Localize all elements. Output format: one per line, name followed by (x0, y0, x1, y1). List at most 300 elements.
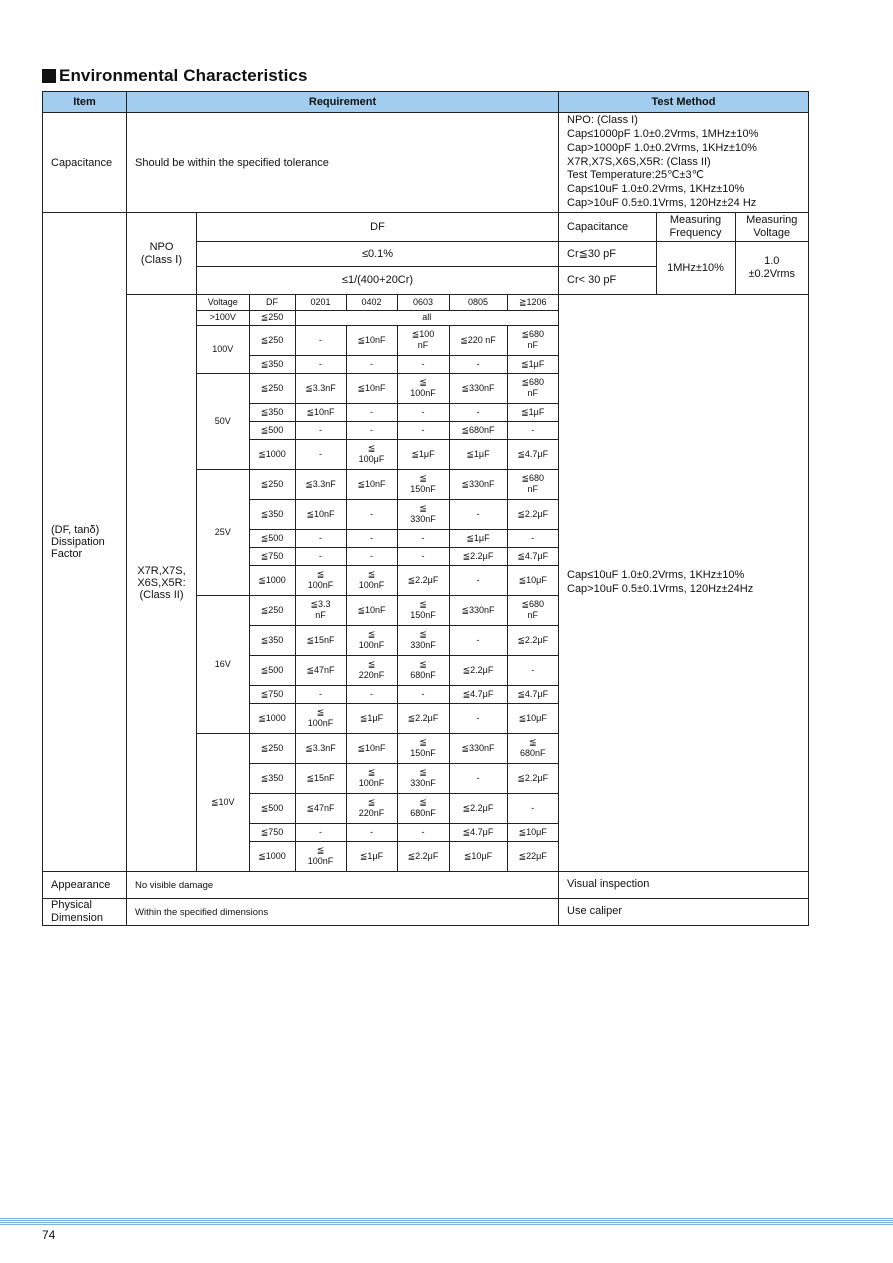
cell-line: ≦3.3nF (305, 382, 336, 393)
cell-line: ≦10μF (518, 826, 547, 837)
cell-line: 100μF (358, 454, 385, 464)
df-item (43, 213, 127, 872)
npo-class-line: NPO (149, 241, 174, 253)
physical-item (43, 899, 127, 926)
df-cell: ≦250 (249, 325, 295, 355)
cell-line: ≦330nF (461, 742, 495, 753)
df-item-line: Factor (51, 548, 83, 560)
df-cell: ≦250 (249, 310, 295, 325)
cap-test-line: Cap>1000pF 1.0±0.2Vrms, 1KHz±10% (567, 141, 757, 154)
class2-df-table (197, 295, 558, 871)
cell-line: - (476, 712, 480, 723)
df-cell: ≦750 (249, 547, 295, 565)
size-value-cell (397, 325, 449, 355)
cell-line: 220nF (358, 670, 385, 680)
size-value-cell (507, 625, 558, 655)
size-value-cell (449, 547, 507, 565)
cell-line: ≦10μF (518, 574, 547, 585)
cell-line: - (531, 802, 535, 813)
cell-line: - (421, 550, 425, 561)
cell-line: 680nF (410, 670, 436, 680)
cell-line: ≦47nF (306, 802, 335, 813)
df-cell: ≦1000 (249, 703, 295, 733)
size-value-cell (449, 439, 507, 469)
physical-item-line: Physical (51, 899, 92, 911)
cell-line: ≦680nF (461, 424, 495, 435)
cap-test-line: Cap≤1000pF 1.0±0.2Vrms, 1MHz±10% (567, 128, 759, 140)
size-value-cell (449, 421, 507, 439)
size-value-cell (449, 373, 507, 403)
cell-line: ≦10nF (357, 478, 386, 489)
cell-line: - (319, 550, 322, 561)
size-value-cell (449, 793, 507, 823)
page-number: 74 (42, 1228, 56, 1242)
size-value-cell (346, 547, 397, 565)
size-value-cell (346, 499, 397, 529)
df-cell: ≦1000 (249, 841, 295, 871)
npo-test-cap-row2: Cr< 30 pF (559, 266, 656, 294)
cap-test-line: Test Temperature:25℃±3℃ (567, 169, 704, 182)
size-value-cell (295, 373, 346, 403)
cell-line: ≦ (419, 737, 427, 747)
cell-line: ≦2.2μF (462, 802, 494, 813)
class2-column-header: 0805 (449, 295, 507, 310)
size-value-cell (507, 529, 558, 547)
size-value-cell (507, 403, 558, 421)
size-value-cell (346, 763, 397, 793)
size-value-cell (346, 373, 397, 403)
cell-line: nF (315, 610, 326, 620)
size-value-cell (507, 703, 558, 733)
npo-test-freq: 1MHz±10% (656, 241, 735, 294)
size-value-cell (507, 763, 558, 793)
size-value-cell (397, 823, 449, 841)
cell-line: - (370, 532, 373, 543)
cap-test-line: NPO: (Class I) (567, 114, 638, 127)
cell-line: 100nF (358, 778, 385, 788)
df-item-line: (DF, tanδ) (51, 524, 100, 536)
cell-line: - (476, 508, 480, 519)
appearance-requirement: No visible damage (127, 872, 559, 899)
cell-line: ≦10nF (357, 334, 386, 345)
size-value-cell (449, 823, 507, 841)
cell-line: ≦10nF (357, 382, 386, 393)
section-title-text: Environmental Characteristics (59, 66, 308, 85)
header-test-method: Test Method (559, 92, 809, 113)
size-value-cell (507, 733, 558, 763)
class2-line: X7R,X7S, (137, 565, 186, 577)
appearance-item: Appearance (43, 872, 127, 899)
df-cell: ≦250 (249, 469, 295, 499)
cell-line: - (370, 424, 373, 435)
npo-df-cell (197, 213, 559, 295)
cell-line: ≦4.7μF (462, 688, 494, 699)
cell-line: ≦ (419, 659, 427, 669)
npo-test-freq-header (656, 213, 735, 241)
cell-line: - (421, 688, 425, 699)
cell-line: ≦2.2μF (407, 850, 439, 861)
df-cell: ≦350 (249, 355, 295, 373)
voltage-group-cell: 100V (197, 325, 249, 373)
df-cell: ≦350 (249, 499, 295, 529)
size-value-cell (346, 421, 397, 439)
size-value-cell (507, 823, 558, 841)
cell-line: ≦47nF (306, 664, 335, 675)
cell-line: ≦ (419, 629, 427, 639)
size-value-cell (507, 421, 558, 439)
npo-class-line: (Class Ⅰ) (140, 254, 183, 266)
size-value-cell (397, 703, 449, 733)
cell-line: nF (527, 340, 538, 350)
class2-line: (Class II) (139, 589, 184, 601)
cell-line: - (476, 406, 480, 417)
size-value-cell (397, 529, 449, 547)
cell-line: ≦680 (521, 599, 545, 609)
volt-line: 1.0 (764, 254, 780, 267)
cell-line: ≦4.7μF (517, 688, 549, 699)
cell-line: ≦100 (411, 329, 435, 339)
size-value-cell (295, 421, 346, 439)
cell-line: ≦1μF (466, 448, 490, 459)
size-value-cell (295, 685, 346, 703)
size-value-cell (295, 625, 346, 655)
npo-test-cap-row1: Cr≦30 pF (559, 241, 656, 266)
cell-line: - (319, 688, 322, 699)
df-cell: ≦250 (249, 733, 295, 763)
size-value-cell (346, 625, 397, 655)
df-cell: ≦350 (249, 625, 295, 655)
cell-line: 680nF (410, 808, 436, 818)
size-value-cell (295, 469, 346, 499)
cell-line: ≦1μF (359, 712, 384, 723)
cell-line: ≦680 (521, 473, 545, 483)
cell-line: ≦ (528, 737, 537, 747)
cell-line: - (531, 664, 535, 675)
cell-line: - (421, 406, 425, 417)
size-value-cell (507, 325, 558, 355)
cell-line: nF (527, 610, 538, 620)
size-value-cell (449, 403, 507, 421)
cap-test-line: Cap>10uF 0.5±0.1Vrms, 120Hz±24 Hz (567, 196, 757, 209)
class2-column-header: 0402 (346, 295, 397, 310)
cell-line: 150nF (410, 484, 436, 494)
size-value-cell (346, 565, 397, 595)
cell-line: - (421, 826, 425, 837)
df-item-line: Dissipation (51, 536, 105, 548)
npo-test-volt (735, 241, 808, 294)
cell-line: 100nF (307, 718, 334, 728)
npo-df-header: DF (197, 213, 558, 241)
size-value-cell (295, 763, 346, 793)
cell-line: - (531, 424, 535, 435)
df-cell: ≦350 (249, 403, 295, 421)
class2-column-header: 0603 (397, 295, 449, 310)
voltage-group-cell: 25V (197, 469, 249, 595)
class2-column-header: 0201 (295, 295, 346, 310)
cell-line: ≦4.7μF (517, 550, 549, 561)
size-value-cell (295, 655, 346, 685)
cell-line: ≦10nF (306, 406, 335, 417)
size-value-cell (346, 655, 397, 685)
size-value-cell (346, 325, 397, 355)
size-value-cell (295, 355, 346, 373)
footer-bar (0, 1218, 893, 1225)
df-cell: ≦500 (249, 421, 295, 439)
size-value-cell (346, 823, 397, 841)
cell-line: 100nF (307, 580, 334, 590)
cell-line: ≦10nF (357, 604, 386, 615)
bullet-square-icon (42, 69, 56, 83)
cell-line: - (319, 424, 322, 435)
cell-line: ≦1μF (359, 850, 384, 861)
cell-line: 330nF (410, 778, 436, 788)
size-value-cell (346, 403, 397, 421)
npo-df-row1: ≤0.1% (197, 241, 558, 266)
size-value-cell (346, 355, 397, 373)
size-value-cell (397, 625, 449, 655)
cell-line: ≦ (316, 569, 325, 579)
cell-line: ≦2.2μF (517, 508, 549, 519)
cell-line: 150nF (410, 748, 436, 758)
class2-class (127, 295, 197, 872)
cell-line: - (370, 358, 373, 369)
header-requirement: Requirement (127, 92, 559, 113)
volt-header-line: Voltage (753, 226, 791, 239)
size-value-cell (507, 547, 558, 565)
df-cell: ≦250 (249, 373, 295, 403)
size-value-cell (397, 469, 449, 499)
cell-line: - (319, 448, 322, 459)
df-cell: ≦1000 (249, 439, 295, 469)
cell-line: 150nF (410, 610, 436, 620)
freq-header-line: Measuring (669, 213, 722, 226)
size-value-cell (397, 439, 449, 469)
cell-line: - (319, 334, 322, 345)
class2-test-method (559, 295, 809, 872)
freq-header-line: Frequency (669, 226, 722, 239)
header-item: Item (43, 92, 127, 113)
cell-line: ≦1μF (466, 532, 490, 543)
cell-line: ≦ (367, 659, 376, 669)
size-value-cell (295, 703, 346, 733)
physical-item-line: Dimension (51, 912, 103, 924)
cell-line: ≦330nF (461, 604, 495, 615)
size-value-cell (397, 355, 449, 373)
cell-line: ≦15nF (306, 634, 335, 645)
size-value-cell (295, 733, 346, 763)
cell-line: - (370, 688, 373, 699)
cell-line: - (476, 772, 480, 783)
df-cell: ≦500 (249, 529, 295, 547)
cell-line: ≦2.2μF (462, 664, 494, 675)
cell-line: ≦ (367, 797, 376, 807)
size-value-cell (507, 685, 558, 703)
cell-line: ≦ (419, 473, 427, 483)
cell-line: - (370, 550, 373, 561)
size-value-cell (295, 595, 346, 625)
cell-line: - (319, 826, 322, 837)
voltage-group-cell: ≦10V (197, 733, 249, 871)
cell-line: ≦2.2μF (407, 712, 439, 723)
cell-line: ≦ (316, 845, 325, 856)
size-value-cell (346, 841, 397, 871)
cell-line: ≦ (419, 797, 427, 807)
size-value-cell (397, 547, 449, 565)
cell-line: ≦1μF (521, 406, 545, 417)
cap-test-line: X7R,X7S,X6S,X5R: (Class II) (567, 155, 711, 168)
size-value-cell (346, 439, 397, 469)
class2-column-header: DF (249, 295, 295, 310)
cell-line: ≦ (419, 503, 427, 513)
cell-line: ≦220 nF (460, 334, 496, 345)
npo-df-row2: ≤1/(400+20Cr) (197, 266, 558, 294)
voltage-group-cell: 16V (197, 595, 249, 733)
size-value-cell (397, 763, 449, 793)
size-value-cell (449, 625, 507, 655)
cell-line: ≦2.2μF (517, 634, 549, 645)
cell-line: ≦4.7μF (517, 448, 549, 459)
size-value-cell (397, 421, 449, 439)
voltage-group-cell: 50V (197, 373, 249, 469)
size-all-cell: all (295, 310, 558, 325)
class2-test-line: Cap≤10uF 1.0±0.2Vrms, 1KHz±10% (567, 569, 745, 582)
cell-line: - (319, 532, 322, 543)
size-value-cell (449, 703, 507, 733)
size-value-cell (507, 373, 558, 403)
size-value-cell (295, 565, 346, 595)
appearance-test: Visual inspection (559, 872, 809, 899)
cell-line: 330nF (410, 640, 436, 650)
cell-line: - (421, 532, 425, 543)
size-value-cell (295, 841, 346, 871)
df-cell: ≦1000 (249, 565, 295, 595)
section-title (42, 66, 308, 86)
size-value-cell (295, 499, 346, 529)
cell-line: - (421, 358, 425, 369)
size-value-cell (346, 529, 397, 547)
size-value-cell (507, 439, 558, 469)
cell-line: nF (417, 340, 429, 350)
cell-line: - (476, 634, 480, 645)
size-value-cell (397, 565, 449, 595)
size-value-cell (507, 565, 558, 595)
size-value-cell (449, 529, 507, 547)
cell-line: ≦2.2μF (407, 574, 439, 585)
df-cell: ≦500 (249, 793, 295, 823)
size-value-cell (295, 403, 346, 421)
size-value-cell (507, 793, 558, 823)
size-value-cell (295, 793, 346, 823)
cell-line: ≦1μF (411, 448, 435, 459)
size-value-cell (295, 325, 346, 355)
cell-line: ≦330nF (461, 382, 495, 393)
size-value-cell (346, 733, 397, 763)
npo-test-cell (559, 213, 809, 295)
cell-line: ≦ (367, 443, 376, 453)
df-cell: ≦750 (249, 823, 295, 841)
cell-line: ≦15nF (306, 772, 335, 783)
cell-line: ≦10μF (463, 850, 493, 861)
size-value-cell (346, 685, 397, 703)
environmental-table (42, 91, 809, 926)
size-value-cell (449, 763, 507, 793)
class2-column-header: Voltage (197, 295, 249, 310)
size-value-cell (507, 355, 558, 373)
cell-line: ≦10nF (357, 742, 386, 753)
class2-test-line: Cap>10uF 0.5±0.1Vrms, 120Hz±24Hz (567, 583, 754, 595)
cell-line: ≦ (419, 767, 427, 777)
size-value-cell (449, 595, 507, 625)
size-value-cell (507, 595, 558, 625)
cell-line: ≦2.2μF (517, 772, 549, 783)
size-value-cell (397, 403, 449, 421)
npo-class (127, 213, 197, 295)
cell-line: ≦22μF (518, 850, 547, 861)
cell-line: ≦680 (521, 329, 545, 339)
size-value-cell (507, 655, 558, 685)
cell-line: 680nF (519, 748, 546, 758)
cell-line: - (370, 826, 373, 837)
cell-line: nF (527, 388, 538, 398)
cell-line: ≦10nF (306, 508, 335, 519)
cell-line: ≦330nF (461, 478, 495, 489)
size-value-cell (449, 469, 507, 499)
cell-line: ≦ (367, 767, 376, 777)
npo-test-cap-header: Capacitance (559, 213, 656, 241)
size-value-cell (346, 793, 397, 823)
capacitance-item: Capacitance (43, 113, 127, 213)
voltage-cell: >100V (197, 310, 249, 325)
size-value-cell (295, 439, 346, 469)
cell-line: - (476, 574, 480, 585)
size-value-cell (449, 841, 507, 871)
cap-test-line: Cap≤10uF 1.0±0.2Vrms, 1KHz±10% (567, 183, 745, 196)
cell-line: ≦ (419, 599, 427, 609)
size-value-cell (449, 325, 507, 355)
cell-line: - (370, 508, 373, 519)
cell-line: - (319, 358, 322, 369)
size-value-cell (507, 499, 558, 529)
cell-line: nF (527, 484, 538, 494)
cell-line: 330nF (410, 514, 436, 524)
size-value-cell (295, 823, 346, 841)
class2-line: X6S,X5R: (137, 577, 186, 589)
cell-line: ≦3.3 (310, 599, 331, 609)
npo-test-volt-header (735, 213, 808, 241)
volt-header-line: Measuring (746, 213, 798, 226)
cell-line: ≦10μF (518, 712, 547, 723)
cell-line: 100nF (307, 856, 334, 867)
cell-line: ≦3.3nF (305, 742, 336, 753)
cell-line: ≦ (367, 569, 376, 579)
size-value-cell (397, 685, 449, 703)
cell-line: - (421, 424, 425, 435)
capacitance-test-method (559, 113, 809, 213)
cell-line: 100nF (358, 640, 385, 650)
cell-line: ≦ (316, 707, 325, 717)
df-cell: ≦500 (249, 655, 295, 685)
cell-line: ≦1μF (521, 358, 545, 369)
cell-line: 100nF (358, 580, 385, 590)
physical-test: Use caliper (559, 899, 809, 926)
size-value-cell (449, 565, 507, 595)
size-value-cell (397, 793, 449, 823)
df-cell: ≦350 (249, 763, 295, 793)
size-value-cell (397, 373, 449, 403)
size-value-cell (397, 595, 449, 625)
cell-line: ≦ (419, 377, 427, 387)
df-cell: ≦250 (249, 595, 295, 625)
